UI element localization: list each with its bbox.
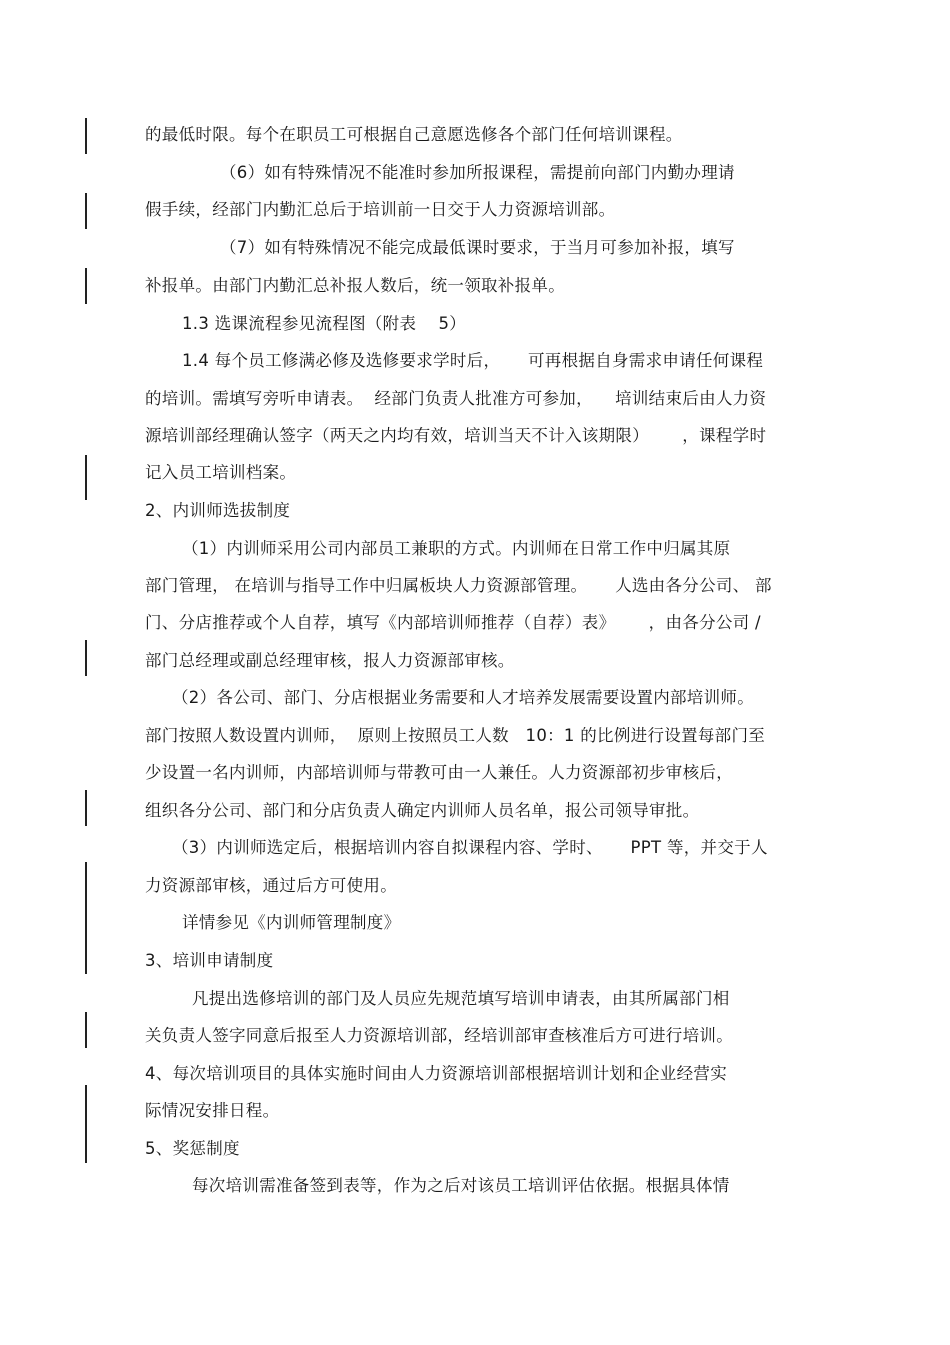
- body-text-line: 门、分店推荐或个人自荐，填写《内部培训师推荐（自荐）表》 ，由各分公司 /: [145, 613, 761, 632]
- body-text-line: 假手续，经部门内勤汇总后于培训前一日交于人力资源培训部。: [145, 200, 616, 219]
- body-text-line: 力资源部审核，通过后方可使用。: [145, 876, 397, 895]
- body-text-line: 际情况安排日程。: [145, 1101, 280, 1120]
- body-text-line: 少设置一名内训师，内部培训师与带教可由一人兼任。人力资源部初步审核后，: [145, 763, 733, 782]
- margin-bar: [85, 790, 87, 826]
- margin-bar: [85, 1012, 87, 1048]
- margin-bar: [85, 640, 87, 676]
- body-text-line: 详情参见《内训师管理制度》: [182, 913, 401, 932]
- body-text-line: 1.4 每个员工修满必修及选修要求学时后， 可再根据自身需求申请任何课程: [182, 351, 764, 370]
- section-heading: 1.3 选课流程参见流程图（附表 5）: [182, 314, 467, 333]
- section-heading: 3、培训申请制度: [145, 951, 274, 970]
- body-text-line: 补报单。由部门内勤汇总补报人数后，统一领取补报单。: [145, 276, 565, 295]
- margin-bar: [85, 862, 87, 974]
- margin-bar: [85, 193, 87, 229]
- margin-bar: [85, 118, 87, 154]
- body-text-line: 部门按照人数设置内训师， 原则上按照员工人数 10：1 的比例进行设置每部门至: [145, 726, 766, 745]
- body-text-line: （6）如有特殊情况不能准时参加所报课程，需提前向部门内勤办理请: [220, 163, 735, 182]
- body-text-line: （3）内训师选定后，根据培训内容自拟课程内容、学时、 PPT 等，并交于人: [172, 838, 768, 857]
- body-text-line: 关负责人签字同意后报至人力资源培训部，经培训部审查核准后方可进行培训。: [145, 1026, 733, 1045]
- body-text-line: 部门管理， 在培训与指导工作中归属板块人力资源部管理。 人选由各分公司、 部: [145, 576, 772, 595]
- body-text-line: （7）如有特殊情况不能完成最低课时要求，于当月可参加补报，填写: [220, 238, 735, 257]
- body-text-line: 部门总经理或副总经理审核，报人力资源部审核。: [145, 651, 515, 670]
- body-text-line: 组织各分公司、部门和分店负责人确定内训师人员名单，报公司领导审批。: [145, 801, 700, 820]
- body-text-line: （2）各公司、部门、分店根据业务需要和人才培养发展需要设置内部培训师。: [172, 688, 754, 707]
- body-text-line: （1）内训师采用公司内部员工兼职的方式。内训师在日常工作中归属其原: [182, 539, 731, 558]
- body-text-line: 每次培训需准备签到表等，作为之后对该员工培训评估依据。根据具体情: [192, 1176, 730, 1195]
- body-text-line: 源培训部经理确认签字（两天之内均有效，培训当天不计入该期限） ，课程学时: [145, 426, 767, 445]
- margin-bar: [85, 455, 87, 500]
- body-text-line: 的最低时限。每个在职员工可根据自己意愿选修各个部门任何培训课程。: [145, 125, 683, 144]
- margin-bar: [85, 1085, 87, 1163]
- section-heading: 5、奖惩制度: [145, 1139, 240, 1158]
- section-heading: 4、每次培训项目的具体实施时间由人力资源培训部根据培训计划和企业经营实: [145, 1064, 727, 1083]
- body-text-line: 凡提出选修培训的部门及人员应先规范填写培训申请表，由其所属部门相: [192, 989, 730, 1008]
- section-heading: 2、内训师选拔制度: [145, 501, 291, 520]
- body-text-line: 的培训。需填写旁听申请表。 经部门负责人批准方可参加， 培训结束后由人力资: [145, 389, 767, 408]
- margin-bar: [85, 268, 87, 304]
- body-text-line: 记入员工培训档案。: [145, 463, 297, 482]
